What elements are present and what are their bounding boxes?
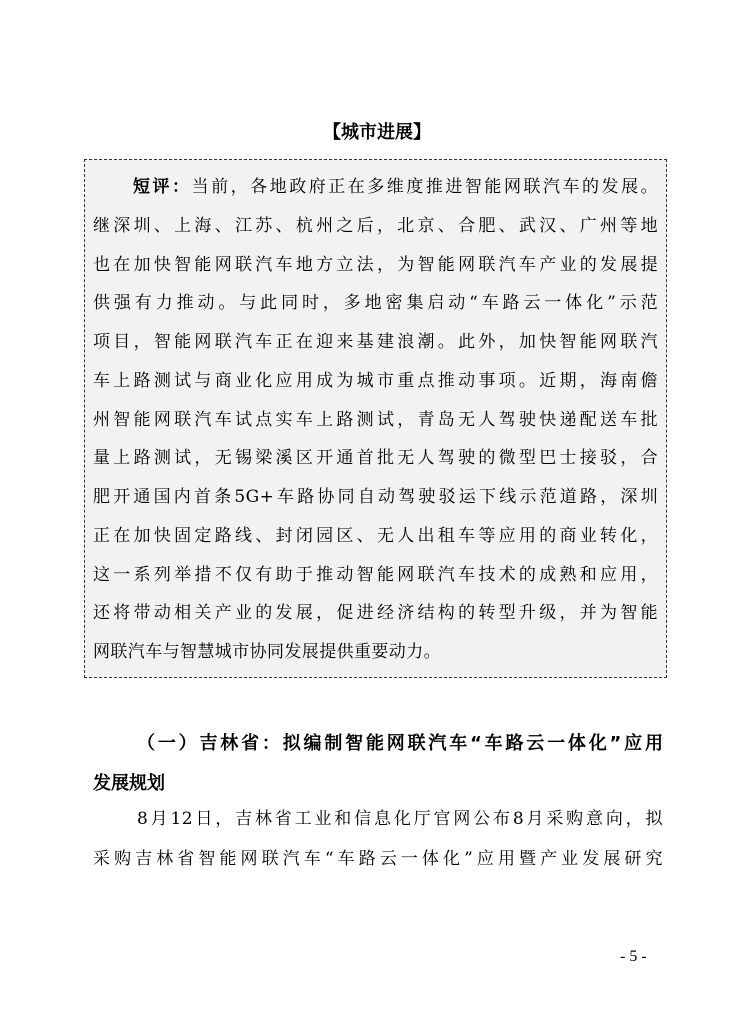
- commentary-line: 这一系列举措不仅有助于推动智能网联汽车技术的成熟和应用，: [93, 565, 658, 585]
- commentary-line: 正在加快固定路线、封闭园区、无人出租车等应用的商业转化，: [93, 526, 658, 546]
- commentary-line: 州智能网联汽车试点实车上路测试，青岛无人驾驶快递配送车批: [93, 410, 658, 430]
- commentary-line: 肥开通国内首条5G+车路协同自动驾驶驳运下线示范道路，深圳: [93, 487, 658, 507]
- commentary-line: 网联汽车与智慧城市协同发展提供重要动力。: [93, 642, 441, 662]
- commentary-line: 继深圳、上海、江苏、杭州之后，北京、合肥、武汉、广州等地: [93, 216, 658, 236]
- commentary-label: 短评：: [133, 177, 192, 197]
- paragraph-line: 采购吉林省智能网联汽车“车路云一体化”应用暨产业发展研究: [93, 849, 663, 869]
- commentary-box: [84, 159, 667, 678]
- commentary-line: 量上路测试，无锡梁溪区开通首批无人驾驶的微型巴士接驳，合: [93, 448, 658, 468]
- commentary-line: 项目，智能网联汽车正在迎来基建浪潮。此外，加快智能网联汽: [93, 332, 658, 352]
- paragraph-line: 8月12日，吉林省工业和信息化厅官网公布8月采购意向，拟: [137, 809, 663, 829]
- commentary-line: 还将带动相关产业的发展，促进经济结构的转型升级，并为智能: [93, 603, 658, 623]
- page-number: - 5 -: [620, 948, 647, 965]
- commentary-line: 也在加快智能网联汽车地方立法，为智能网联汽车产业的发展提: [93, 255, 658, 275]
- subsection-heading-continued: 发展规划: [93, 773, 165, 794]
- subsection-heading: （一）吉林省：拟编制智能网联汽车“车路云一体化”应用: [137, 733, 663, 754]
- commentary-line: 供强有力推动。与此同时，多地密集启动“车路云一体化”示范: [93, 293, 658, 313]
- commentary-line: 短评：当前，各地政府正在多维度推进智能网联汽车的发展。: [133, 177, 658, 197]
- commentary-line: 车上路测试与商业化应用成为城市重点推动事项。近期，海南儋: [93, 371, 658, 391]
- section-title: 【城市进展】: [323, 122, 431, 143]
